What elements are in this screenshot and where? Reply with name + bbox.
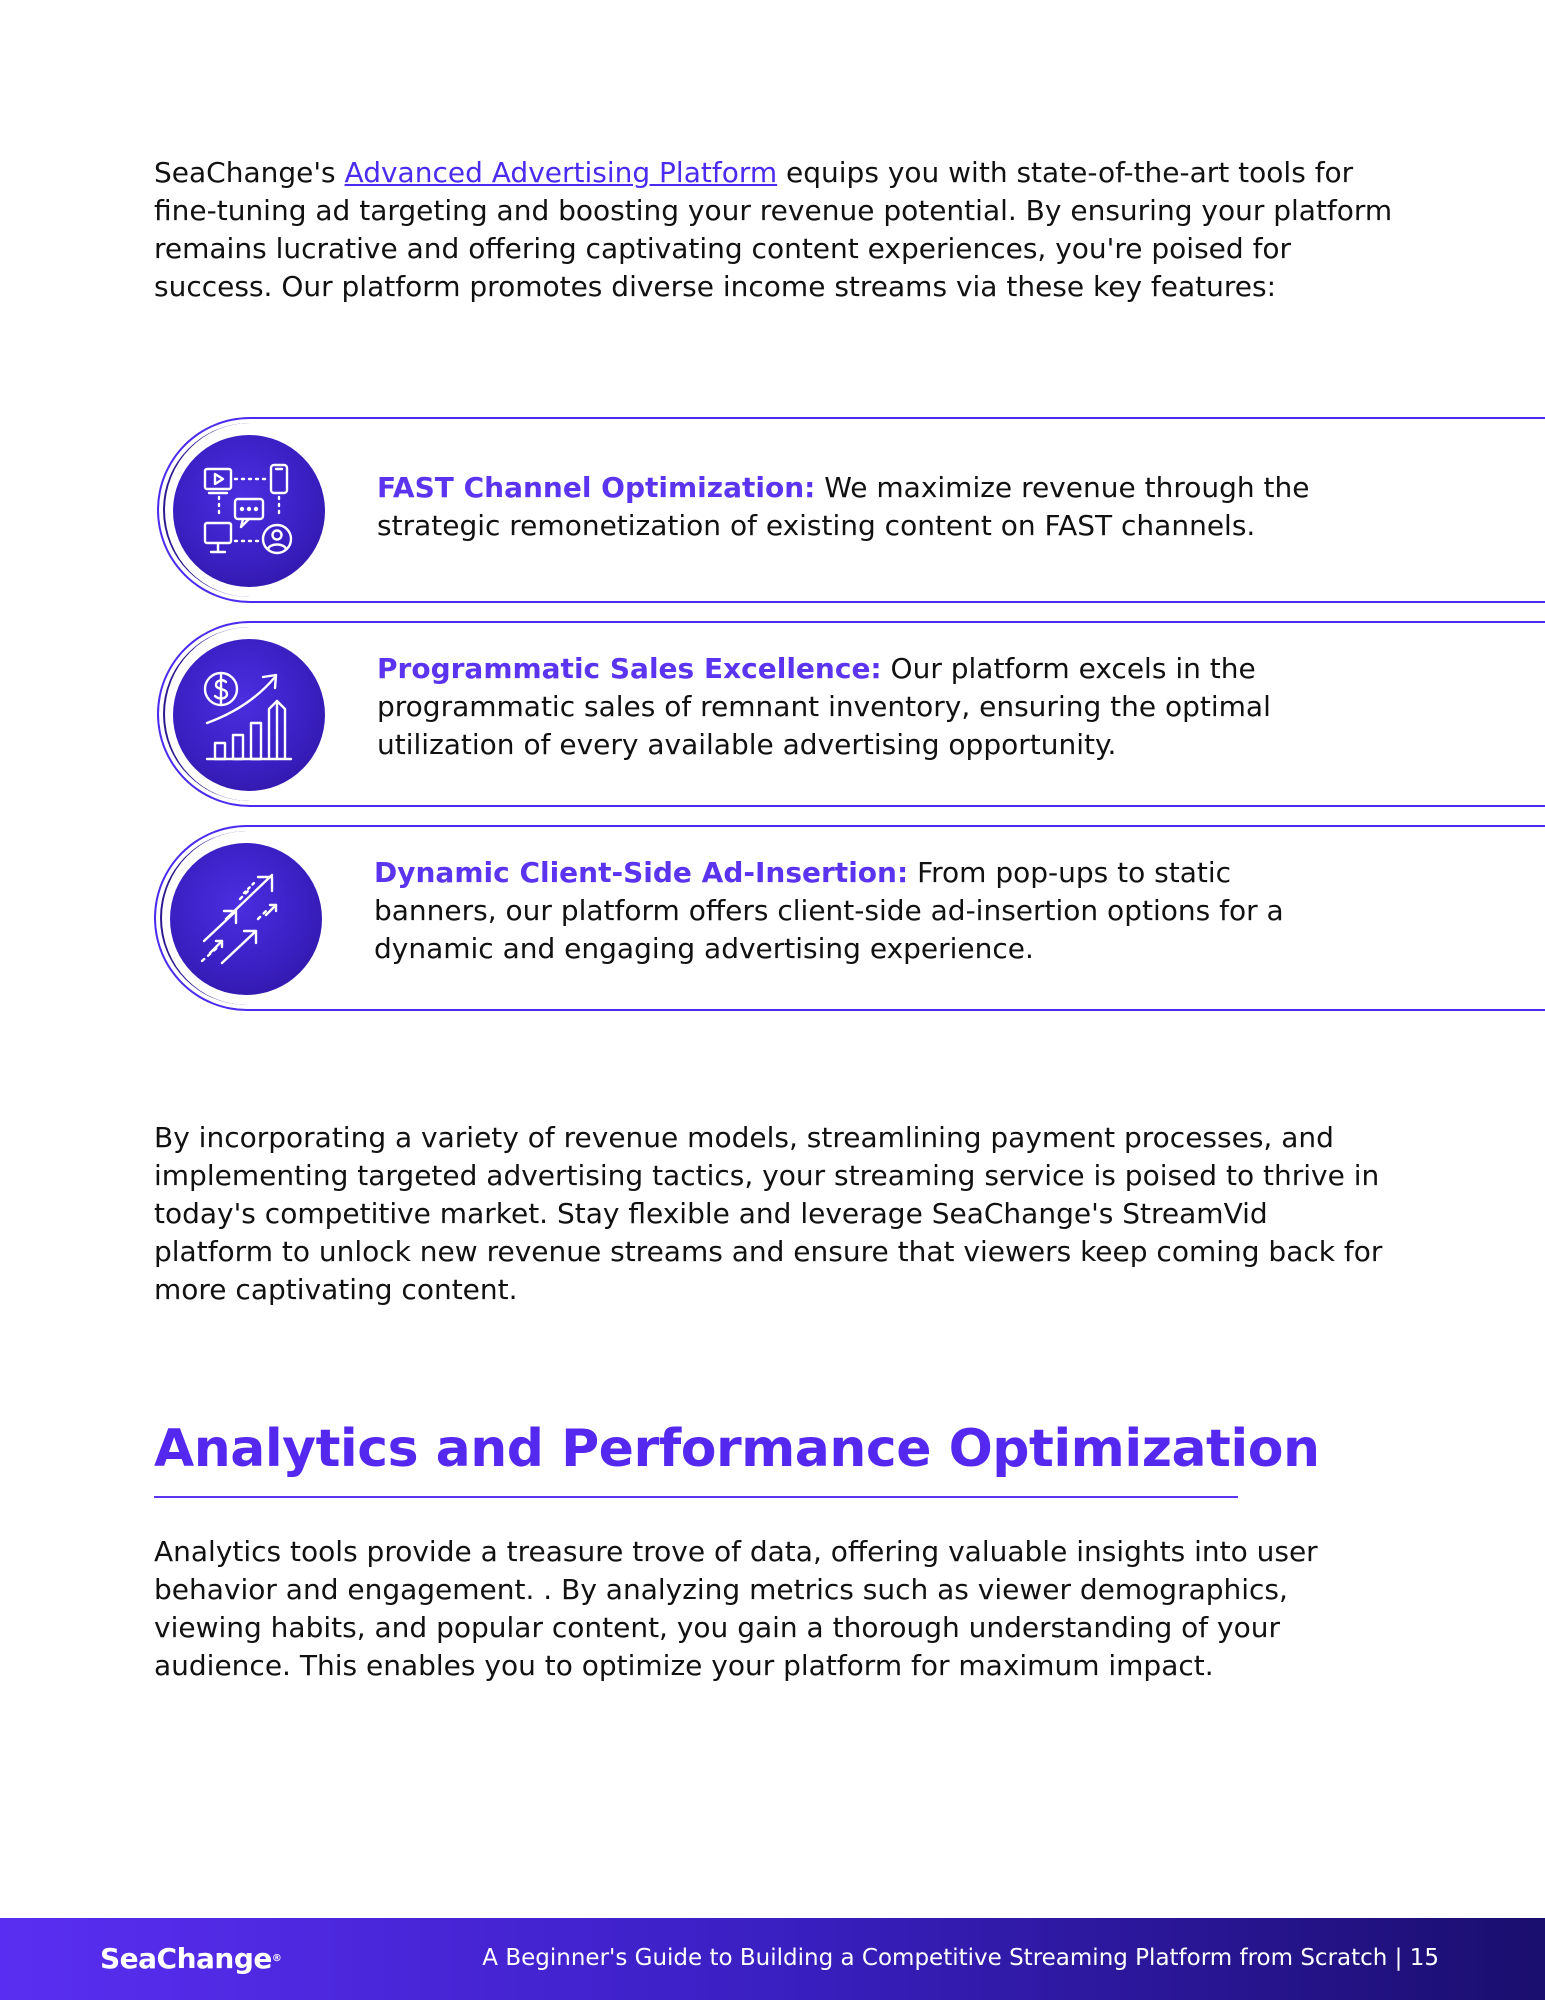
section-heading: Analytics and Performance Optimization	[154, 1419, 1320, 1479]
registered-mark: ®	[271, 1953, 282, 1964]
footer-title-page-number: A Beginner's Guide to Building a Competitive Streaming Platform from Scratch | 15	[482, 1945, 1439, 1971]
closing-paragraph: By incorporating a variety of revenue models, streamlining payment processes, and implementing targeted advertising tactics, your streaming service is poised to thrive in today's competitive market. Stay flexible and leverage SeaChange's StreamVid platform to unlock new revenue streams and ensure that viewers keep coming back for more captivating content.	[154, 1121, 1383, 1306]
feature-body: We maximize revenue through the strategic remonetization of existing content on FAST channels.	[377, 471, 1310, 542]
feature-title: FAST Channel Optimization:	[377, 471, 816, 504]
seachange-logo	[100, 1940, 281, 1978]
feature-description	[377, 469, 1327, 545]
advanced-advertising-platform-link[interactable]: Advanced Advertising Platform	[344, 156, 778, 189]
money-growth-chart-icon	[173, 639, 325, 791]
analytics-paragraph: Analytics tools provide a treasure trove of data, offering valuable insights into user behavior and engagement. . By analyzing metrics such as viewer demographics, viewing habits, and popular content, you gain a thorough understanding of your audience. This enables you to optimize your platform for maximum impact.	[154, 1535, 1318, 1682]
feature-title: Programmatic Sales Excellence:	[377, 652, 882, 685]
rising-arrows-icon	[170, 843, 322, 995]
heading-divider	[154, 1496, 1238, 1498]
feature-description	[374, 854, 1324, 968]
intro-suffix: equips you with state-of-the-art tools for fine-tuning ad targeting and boosting your revenue potential. By ensuring your platform remains lucrative and offering captivating content experiences, you're poised for success. Our platform promotes diverse income streams via these key features:	[154, 156, 1393, 303]
feature-body: From pop-ups to static banners, our platform offers client-side ad-insertion options for a dynamic and engaging advertising experience.	[374, 856, 1284, 965]
intro-paragraph	[154, 154, 1394, 306]
logo-wordmark: SeaChange	[100, 1942, 272, 1975]
feature-card-client-side-ad-insertion	[154, 825, 1545, 1011]
page-footer	[0, 1918, 1545, 2000]
feature-card-programmatic-sales	[157, 621, 1545, 807]
intro-prefix: SeaChange's	[154, 156, 345, 189]
feature-title: Dynamic Client-Side Ad-Insertion:	[374, 856, 909, 889]
feature-body: Our platform excels in the programmatic sales of remnant inventory, ensuring the optimal utilization of every available advertising opportunity.	[377, 652, 1271, 761]
feature-description	[377, 650, 1327, 764]
devices-network-icon	[173, 435, 325, 587]
feature-card-fast-channel	[157, 417, 1545, 603]
